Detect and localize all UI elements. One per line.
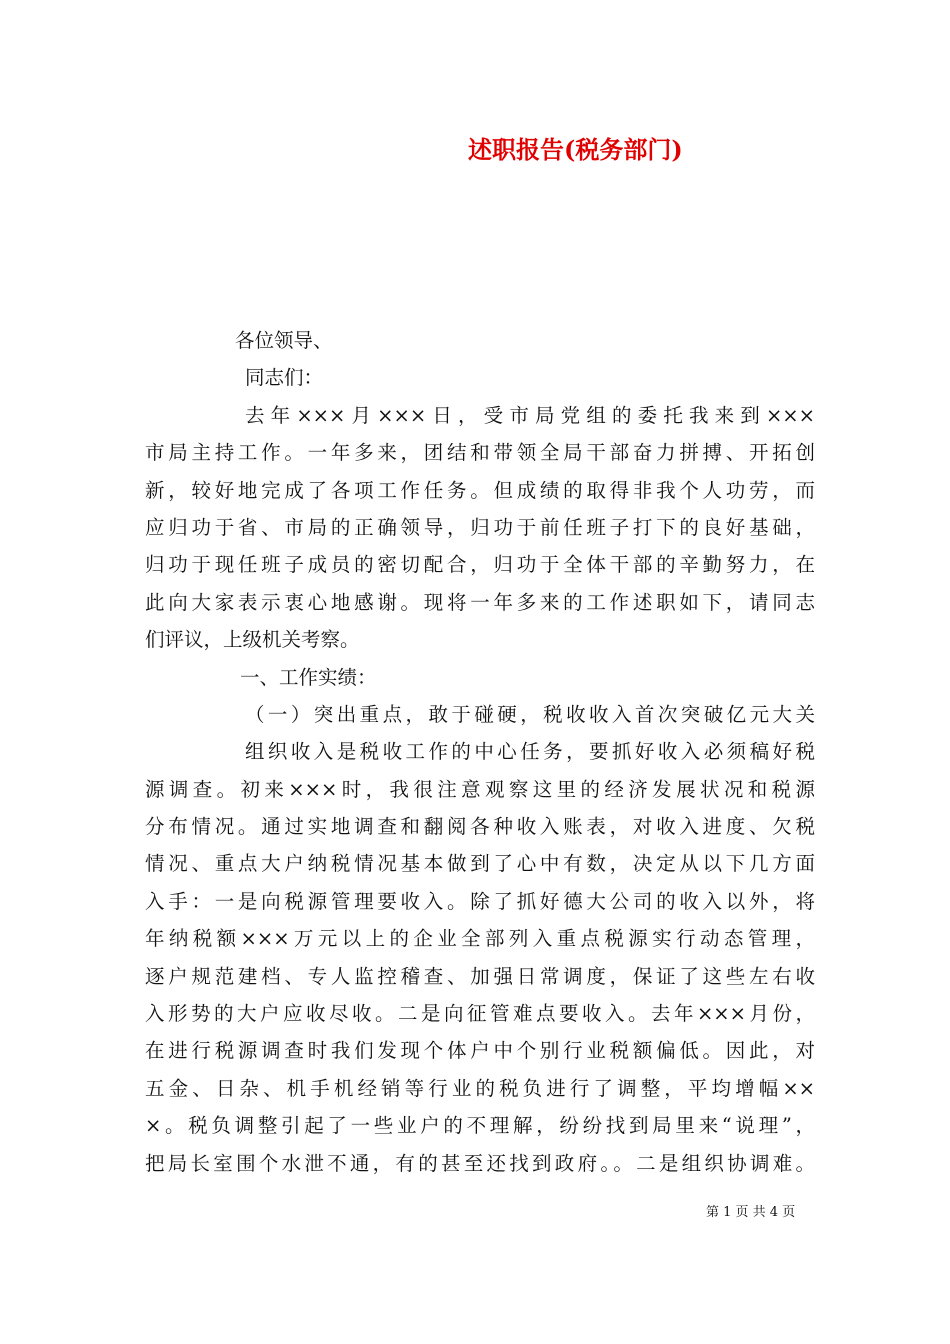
paragraph-line: 市局主持工作。一年多来，团结和带领全局干部奋力拼搏、开拓创: [145, 441, 815, 465]
page-number-footer: 第 1 页 共 4 页: [706, 1205, 796, 1220]
paragraph-line: 源调查。初来×××时，我很注意观察这里的经济发展状况和税源: [145, 777, 815, 801]
paragraph-line: 应归功于省、市局的正确领导，归功于前任班子打下的良好基础，: [145, 515, 815, 539]
paragraph-line: 年纳税额×××万元以上的企业全部列入重点税源实行动态管理，: [145, 927, 815, 951]
paragraph-line: 归功于现任班子成员的密切配合，归功于全体干部的辛勤努力，在: [145, 553, 815, 577]
document-body: [145, 322, 815, 1182]
salutation-line: 同志们：: [245, 366, 324, 390]
paragraph-line: 去年×××月×××日，受市局党组的委托我来到×××: [245, 403, 815, 427]
section-heading: 一、工作实绩：: [240, 665, 377, 689]
document-title: 述职报告(税务部门): [468, 135, 683, 164]
subsection-heading: （一）突出重点，敢于碰硬，税收收入首次突破亿元大关: [245, 702, 815, 726]
paragraph-line: 此向大家表示衷心地感谢。现将一年多来的工作述职如下，请同志: [145, 590, 815, 614]
paragraph-line: 把局长室围个水泄不通，有的甚至还找到政府。。二是组织协调难。: [145, 1151, 815, 1175]
paragraph-line: 情况、重点大户纳税情况基本做到了心中有数，决定从以下几方面: [145, 852, 815, 876]
paragraph-line: 分布情况。通过实地调查和翻阅各种收入账表，对收入进度、欠税: [145, 815, 815, 839]
paragraph-line: 入手：一是向税源管理要收入。除了抓好德大公司的收入以外，将: [145, 889, 815, 913]
paragraph-line: 逐户规范建档、专人监控稽查、加强日常调度，保证了这些左右收: [145, 964, 815, 988]
salutation-line: 各位领导、: [235, 329, 333, 352]
paragraph-line: 们评议，上级机关考察。: [145, 628, 360, 652]
paragraph-line: 在进行税源调查时我们发现个体户中个别行业税额偏低。因此，对: [145, 1039, 815, 1063]
paragraph-line: 新，较好地完成了各项工作任务。但成绩的取得非我个人功劳，而: [145, 478, 815, 502]
paragraph-line: ×。税负调整引起了一些业户的不理解，纷纷找到局里来“说理”，: [145, 1114, 815, 1138]
paragraph-line: 组织收入是税收工作的中心任务，要抓好收入必须稿好税: [245, 740, 815, 764]
paragraph-line: 入形势的大户应收尽收。二是向征管难点要收入。去年×××月份，: [145, 1002, 815, 1026]
paragraph-line: 五金、日杂、机手机经销等行业的税负进行了调整，平均增幅××: [145, 1076, 815, 1100]
